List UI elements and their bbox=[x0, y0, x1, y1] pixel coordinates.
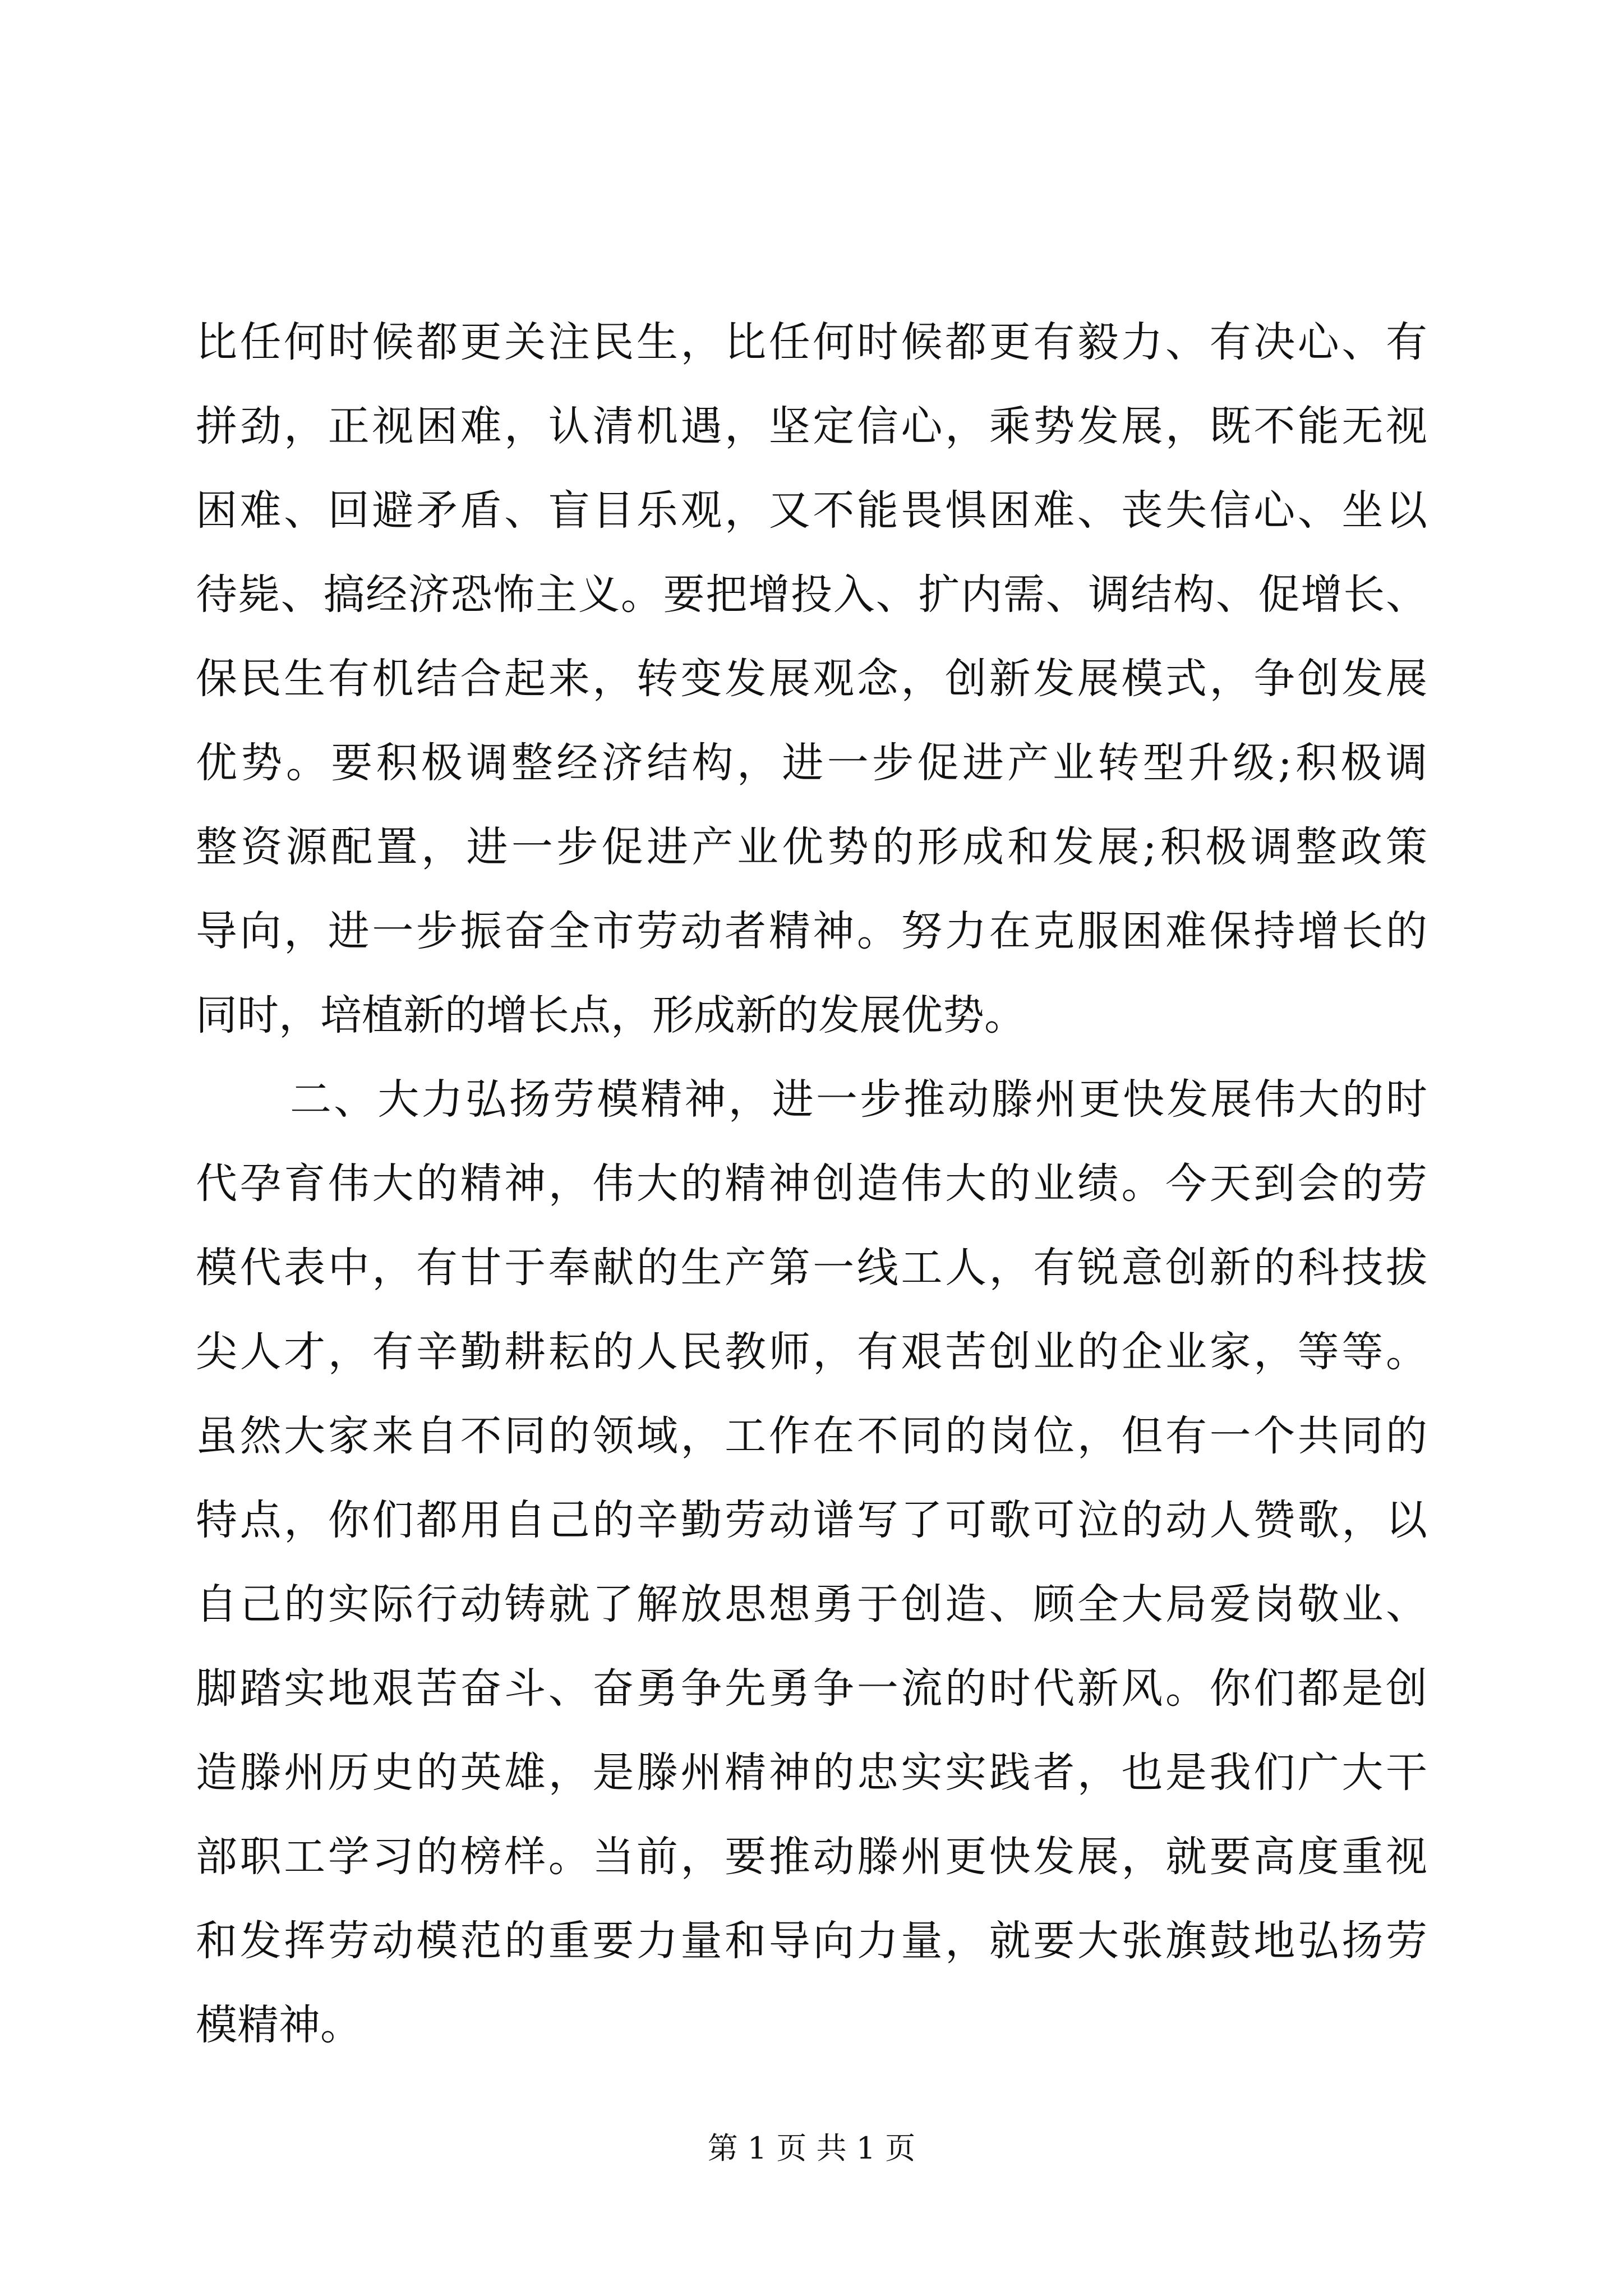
document-body bbox=[196, 300, 1427, 2067]
text-line: 特点，你们都用自己的辛勤劳动谱写了可歌可泣的动人赞歌，以 bbox=[196, 1496, 1427, 1544]
text-line: 同时，培植新的增长点，形成新的发展优势。 bbox=[196, 991, 1026, 1039]
text-line: 部职工学习的榜样。当前，要推动滕州更快发展，就要高度重视 bbox=[196, 1833, 1427, 1881]
text-line: 代孕育伟大的精神，伟大的精神创造伟大的业绩。今天到会的劳 bbox=[196, 1159, 1427, 1208]
text-line: 待毙、搞经济恐怖主义。要把增投入、扩内需、调结构、促增长、 bbox=[196, 570, 1427, 619]
text-line: 二、大力弘扬劳模精神，进一步推动滕州更快发展伟大的时 bbox=[290, 1075, 1427, 1124]
text-line: 虽然大家来自不同的领域，工作在不同的岗位，但有一个共同的 bbox=[196, 1412, 1427, 1460]
text-line: 造滕州历史的英雄，是滕州精神的忠实实践者，也是我们广大干 bbox=[196, 1749, 1427, 1797]
text-line: 模精神。 bbox=[196, 2001, 362, 2049]
paragraph-2 bbox=[196, 1057, 1427, 2067]
text-line: 优势。要积极调整经济结构，进一步促进产业转型升级;积极调 bbox=[196, 739, 1427, 787]
text-line: 导向，进一步振奋全市劳动者精神。努力在克服困难保持增长的 bbox=[196, 907, 1427, 955]
text-line: 困难、回避矛盾、盲目乐观，又不能畏惧困难、丧失信心、坐以 bbox=[196, 486, 1427, 535]
paragraph-1 bbox=[196, 300, 1427, 1057]
page-footer: 第 1 页 共 1 页 bbox=[707, 2131, 916, 2166]
text-line: 模代表中，有甘于奉献的生产第一线工人，有锐意创新的科技拔 bbox=[196, 1244, 1427, 1292]
text-line: 保民生有机结合起来，转变发展观念，创新发展模式，争创发展 bbox=[196, 655, 1427, 703]
text-line: 拼劲，正视困难，认清机遇，坚定信心，乘势发展，既不能无视 bbox=[196, 402, 1427, 450]
text-line: 比任何时候都更关注民生，比任何时候都更有毅力、有决心、有 bbox=[196, 318, 1427, 366]
text-line: 整资源配置，进一步促进产业优势的形成和发展;积极调整政策 bbox=[196, 823, 1427, 871]
text-line: 和发挥劳动模范的重要力量和导向力量，就要大张旗鼓地弘扬劳 bbox=[196, 1917, 1427, 1965]
text-line: 脚踏实地艰苦奋斗、奋勇争先勇争一流的时代新风。你们都是创 bbox=[196, 1664, 1427, 1713]
text-line: 自己的实际行动铸就了解放思想勇于创造、顾全大局爱岗敬业、 bbox=[196, 1580, 1427, 1628]
text-line: 尖人才，有辛勤耕耘的人民教师，有艰苦创业的企业家，等等。 bbox=[196, 1328, 1427, 1376]
